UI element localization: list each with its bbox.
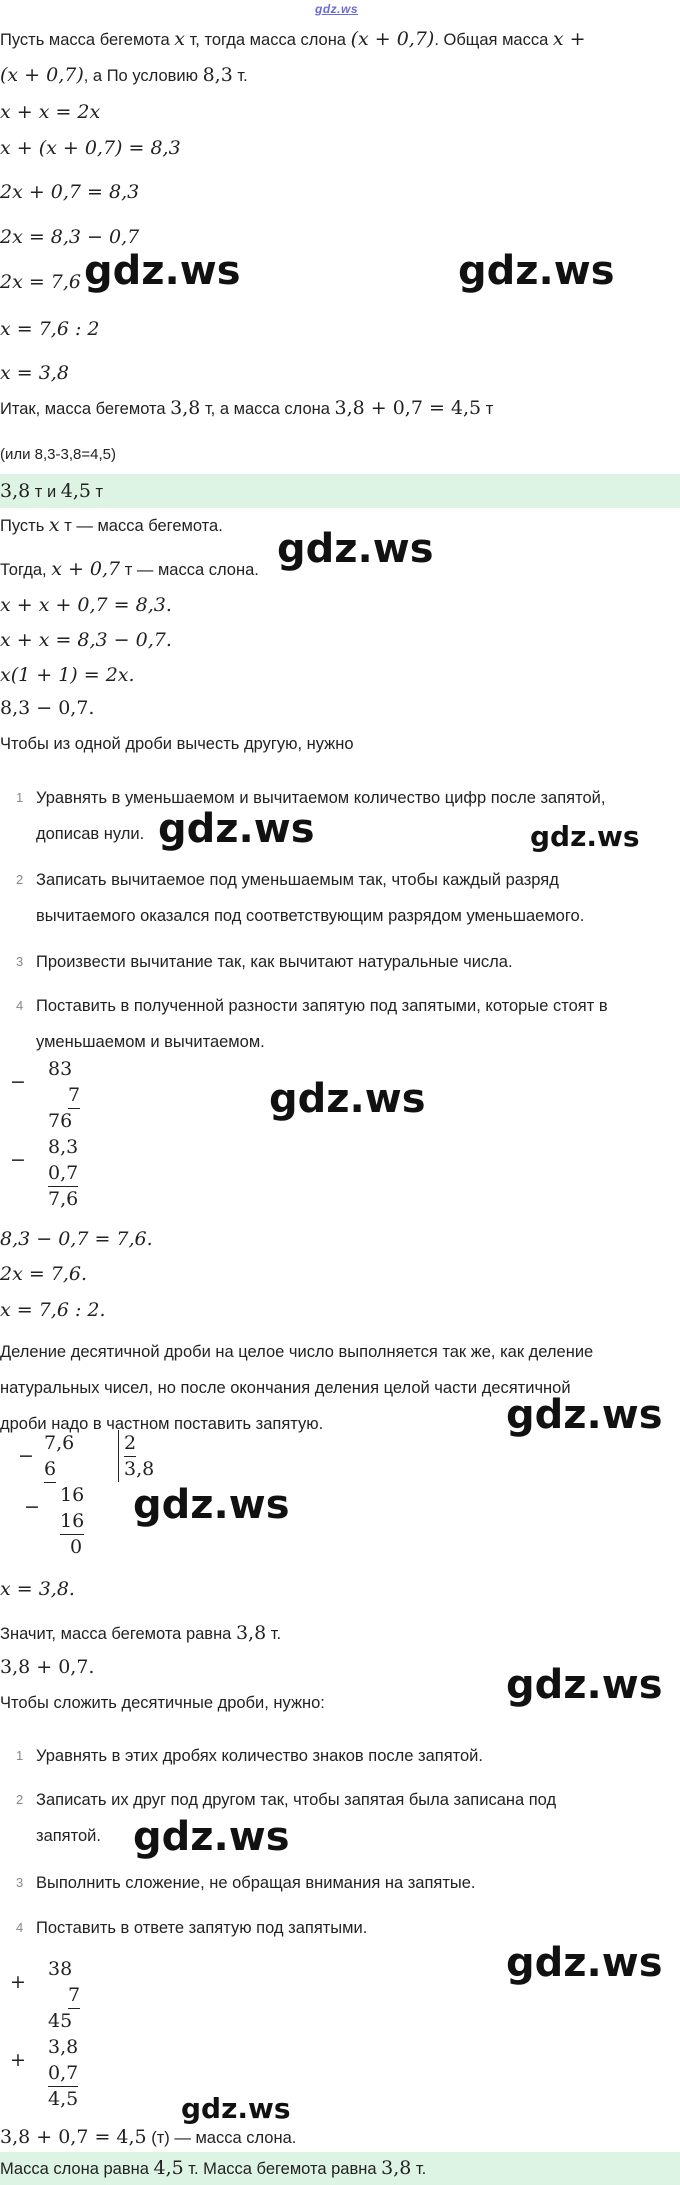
- answer-text: 3,8 т и 4,5 т: [0, 480, 104, 502]
- final-equation: 3,8 + 0,7 = 4,5 (т) — масса слона.: [0, 2126, 297, 2148]
- equation: x + (x + 0,7) = 8,3: [0, 137, 181, 159]
- equation: x + x + 0,7 = 8,3.: [0, 594, 172, 616]
- alternative-note: (или 8,3-3,8=4,5): [0, 446, 116, 463]
- then-line: Тогда, x + 0,7 т — масса слона.: [0, 558, 259, 580]
- intro-line-1: Пусть масса бегемота x т, тогда масса слона (x + 0,7). Общая масса x +: [0, 28, 586, 50]
- watermark: gdz.ws: [269, 1076, 426, 1122]
- equation: 2x = 8,3 − 0,7: [0, 226, 140, 248]
- watermark: gdz.ws: [158, 806, 315, 852]
- watermark: gdz.ws: [506, 1392, 663, 1438]
- division-rule: Деление десятичной дроби на целое число выполняется так же, как деление натуральных чисел, но после окончания деления целой части десятичной дроби надо в частном поставить запятую.: [0, 1343, 594, 1433]
- watermark: gdz.ws: [277, 526, 434, 572]
- equation: x = 3,8.: [0, 1578, 75, 1600]
- equation: 2x + 0,7 = 8,3: [0, 181, 140, 203]
- watermark: gdz.ws: [84, 248, 241, 294]
- watermark: gdz.ws: [133, 1814, 290, 1860]
- equation: x(1 + 1) = 2x.: [0, 664, 135, 686]
- equation: 8,3 − 0,7 = 7,6.: [0, 1228, 153, 1250]
- equation: 2x = 7,6: [0, 271, 82, 293]
- equation: 2x = 7,6.: [0, 1263, 88, 1285]
- let-line: Пусть x т — масса бегемота.: [0, 514, 223, 536]
- site-logo[interactable]: gdz.ws: [315, 2, 359, 16]
- watermark: gdz.ws: [530, 820, 640, 853]
- watermark: gdz.ws: [506, 1940, 663, 1986]
- equation: x = 3,8: [0, 362, 69, 384]
- watermark: gdz.ws: [506, 1662, 663, 1708]
- watermark: gdz.ws: [458, 248, 615, 294]
- watermark: gdz.ws: [133, 1482, 290, 1528]
- equation: x + x = 2x: [0, 101, 101, 123]
- long-division: − 7,6 6 − 16 16 0 2 3,8: [18, 1432, 155, 1558]
- subtraction-intro: Чтобы из одной дроби вычесть другую, нужно: [0, 735, 354, 753]
- addition-intro: Чтобы сложить десятичные дроби, нужно:: [0, 1694, 325, 1712]
- conclusion-line: Значит, масса бегемота равна 3,8 т.: [0, 1622, 282, 1644]
- intro-line-2: (x + 0,7), а По условию 8,3 т.: [0, 64, 248, 86]
- watermark: gdz.ws: [181, 2092, 291, 2125]
- equation: x = 7,6 : 2.: [0, 1299, 106, 1321]
- equation: 3,8 + 0,7.: [0, 1656, 95, 1678]
- result-line: Итак, масса бегемота 3,8 т, а масса слона 3,8 + 0,7 = 4,5 т: [0, 397, 494, 419]
- equation: 8,3 − 0,7.: [0, 697, 95, 719]
- answer-text: Масса слона равна 4,5 т. Масса бегемота равна 3,8 т.: [0, 2157, 427, 2179]
- equation: x + x = 8,3 − 0,7.: [0, 629, 172, 651]
- equation: x = 7,6 : 2: [0, 318, 100, 340]
